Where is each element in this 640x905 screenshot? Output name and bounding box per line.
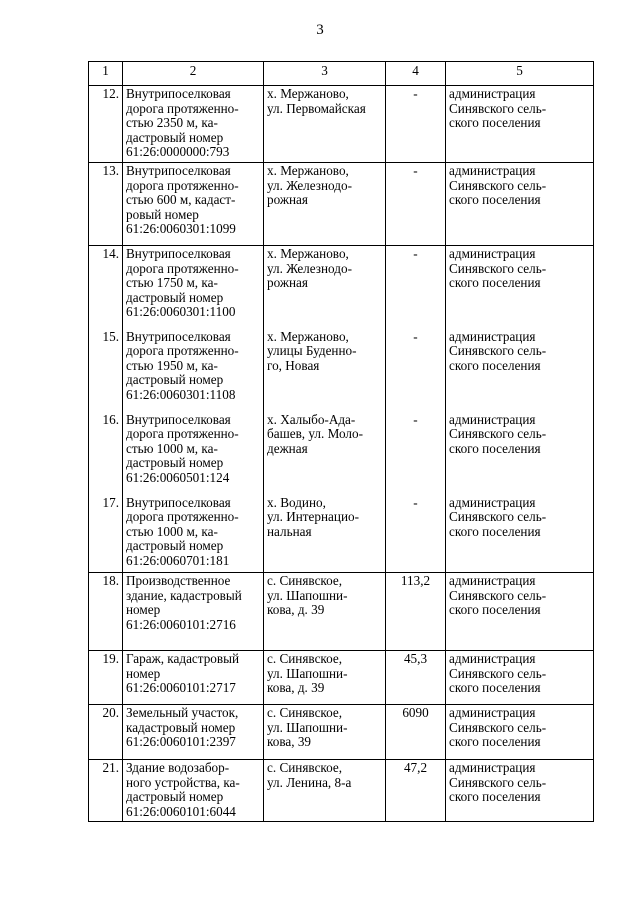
name-cell <box>123 760 264 822</box>
table-row <box>89 329 594 412</box>
address-line: рожная <box>267 192 308 208</box>
header-cell: 1 <box>89 62 123 86</box>
address-line: ул. Интернацио- <box>267 509 359 525</box>
holder-line: Синявского сель- <box>449 177 547 193</box>
address-line: ул. Железнодо- <box>267 260 352 276</box>
area-cell: - <box>386 412 446 495</box>
holder-line: Синявского сель- <box>449 587 547 603</box>
holder-cell <box>446 495 594 573</box>
address-line: х. Халыбо-Ада- <box>267 411 356 427</box>
row-number-cell: 17. <box>89 495 123 573</box>
table-row <box>89 705 594 760</box>
area-cell: 47,2 <box>386 760 446 822</box>
address-cell <box>264 573 386 651</box>
address-line: с. Синявское, <box>267 760 343 775</box>
name-cell <box>123 651 264 705</box>
name-cell <box>123 412 264 495</box>
address-line: ул. Шапошни- <box>267 719 348 735</box>
holder-line: администрация <box>449 411 536 427</box>
table-row <box>89 246 594 329</box>
table-row <box>89 495 594 573</box>
address-line: кова, д. 39 <box>267 680 325 696</box>
area-cell: - <box>386 163 446 246</box>
address-line: ул. Железнодо- <box>267 177 352 193</box>
name-line: стью 1000 м, ка- <box>126 440 218 456</box>
row-number-cell: 12. <box>89 86 123 163</box>
holder-line: администрация <box>449 86 536 101</box>
name-line: Производственное <box>126 573 231 588</box>
table-row <box>89 651 594 705</box>
address-line: нальная <box>267 523 312 539</box>
address-line: х. Мержаново, <box>267 246 349 261</box>
name-cell <box>123 495 264 573</box>
address-cell <box>264 760 386 822</box>
holder-line: ского поселения <box>449 440 541 456</box>
name-line: стью 1750 м, ка- <box>126 275 218 291</box>
row-number-cell: 21. <box>89 760 123 822</box>
holder-cell <box>446 760 594 822</box>
name-cell <box>123 163 264 246</box>
address-line: дежная <box>267 440 308 456</box>
header-cell: 5 <box>446 62 594 86</box>
name-line: Здание водозабор- <box>126 760 230 775</box>
address-cell <box>264 495 386 573</box>
address-cell <box>264 651 386 705</box>
name-line: стью 2350 м, ка- <box>126 115 218 131</box>
address-cell <box>264 705 386 760</box>
holder-line: ского поселения <box>449 192 541 208</box>
address-line: ул. Ленина, 8-а <box>267 774 352 790</box>
area-cell: 113,2 <box>386 573 446 651</box>
name-line: Внутрипоселковая <box>126 494 231 510</box>
holder-line: администрация <box>449 328 536 344</box>
name-line: дорога протяженно- <box>126 100 239 116</box>
name-line: дастровый номер <box>126 129 224 145</box>
table-row <box>89 760 594 822</box>
address-line: х. Мержаново, <box>267 163 349 178</box>
address-line: х. Мержаново, <box>267 86 349 101</box>
row-number-cell: 15. <box>89 329 123 412</box>
address-line: кова, 39 <box>267 734 312 750</box>
holder-cell <box>446 651 594 705</box>
area-cell: 45,3 <box>386 651 446 705</box>
holder-cell <box>446 705 594 760</box>
name-line: дорога протяженно- <box>126 177 239 193</box>
name-line: Земельный участок, <box>126 705 239 720</box>
name-line: 61:26:0060501:124 <box>126 469 230 485</box>
holder-line: ского поселения <box>449 115 541 131</box>
name-line: номер <box>126 665 161 681</box>
address-line: ул. Шапошни- <box>267 665 348 681</box>
holder-cell <box>446 412 594 495</box>
name-cell <box>123 705 264 760</box>
name-line: Внутрипоселковая <box>126 246 231 261</box>
address-line: х. Водино, <box>267 494 326 510</box>
area-cell: - <box>386 86 446 163</box>
name-line: стью 1950 м, ка- <box>126 357 218 373</box>
address-cell <box>264 412 386 495</box>
address-line: с. Синявское, <box>267 705 343 720</box>
address-line: с. Синявское, <box>267 573 343 588</box>
holder-line: Синявского сель- <box>449 719 547 735</box>
name-cell <box>123 329 264 412</box>
name-line: дастровый номер <box>126 289 224 305</box>
table-header-row <box>89 62 594 86</box>
name-line: ровый номер <box>126 206 199 222</box>
holder-line: Синявского сель- <box>449 100 547 116</box>
table-row <box>89 86 594 163</box>
holder-line: ского поселения <box>449 275 541 291</box>
holder-line: Синявского сель- <box>449 343 547 359</box>
address-line: башев, ул. Моло- <box>267 426 363 442</box>
address-line: ул. Шапошни- <box>267 587 348 603</box>
page-number: 3 <box>316 22 324 38</box>
name-line: стью 600 м, кадаст- <box>126 192 236 208</box>
name-line: Внутрипоселковая <box>126 163 231 178</box>
name-cell <box>123 573 264 651</box>
holder-line: администрация <box>449 651 536 666</box>
header-cell: 2 <box>123 62 264 86</box>
name-line: дастровый номер <box>126 538 224 554</box>
area-cell: - <box>386 495 446 573</box>
address-cell <box>264 329 386 412</box>
name-line: кадастровый номер <box>126 719 236 735</box>
area-cell: - <box>386 246 446 329</box>
holder-line: Синявского сель- <box>449 665 547 681</box>
address-cell <box>264 246 386 329</box>
name-line: дорога протяженно- <box>126 343 239 359</box>
name-line: 61:26:0060101:2716 <box>126 616 236 632</box>
holder-line: Синявского сель- <box>449 260 547 276</box>
name-line: Гараж, кадастровый <box>126 651 240 666</box>
table-row <box>89 412 594 495</box>
row-number-cell: 13. <box>89 163 123 246</box>
area-cell: 6090 <box>386 705 446 760</box>
holder-line: администрация <box>449 573 536 588</box>
name-cell <box>123 86 264 163</box>
holder-line: ского поселения <box>449 523 541 539</box>
name-cell <box>123 246 264 329</box>
header-cell: 4 <box>386 62 446 86</box>
name-line: номер <box>126 602 161 618</box>
area-cell: - <box>386 329 446 412</box>
name-line: 61:26:0000000:793 <box>126 144 230 160</box>
name-line: дорога протяженно- <box>126 426 239 442</box>
address-cell <box>264 163 386 246</box>
holder-cell <box>446 163 594 246</box>
name-line: 61:26:0060301:1099 <box>126 221 236 237</box>
holder-line: ского поселения <box>449 680 541 696</box>
row-number-cell: 14. <box>89 246 123 329</box>
row-number-cell: 19. <box>89 651 123 705</box>
name-line: Внутрипоселковая <box>126 411 231 427</box>
name-line: дорога протяженно- <box>126 260 239 276</box>
address-line: улицы Буденно- <box>267 343 357 359</box>
address-line: кова, д. 39 <box>267 602 325 618</box>
address-cell <box>264 86 386 163</box>
holder-line: администрация <box>449 760 536 775</box>
row-number-cell: 20. <box>89 705 123 760</box>
name-line: 61:26:0060301:1108 <box>126 386 236 402</box>
table-row <box>89 573 594 651</box>
name-line: дастровый номер <box>126 789 224 805</box>
header-cell: 3 <box>264 62 386 86</box>
holder-line: ского поселения <box>449 357 541 373</box>
holder-line: администрация <box>449 494 536 510</box>
name-line: Внутрипоселковая <box>126 328 231 344</box>
holder-cell <box>446 246 594 329</box>
holder-line: ского поселения <box>449 734 541 750</box>
holder-line: администрация <box>449 705 536 720</box>
property-table <box>88 61 594 822</box>
address-line: го, Новая <box>267 357 320 373</box>
name-line: Внутрипоселковая <box>126 86 231 101</box>
name-line: 61:26:0060101:6044 <box>126 803 236 819</box>
name-line: дастровый номер <box>126 455 224 471</box>
table-row <box>89 163 594 246</box>
name-line: дорога протяженно- <box>126 509 239 525</box>
name-line: дастровый номер <box>126 372 224 388</box>
name-line: стью 1000 м, ка- <box>126 523 218 539</box>
name-line: здание, кадастровый <box>126 587 242 603</box>
row-number-cell: 18. <box>89 573 123 651</box>
address-line: х. Мержаново, <box>267 328 349 344</box>
row-number-cell: 16. <box>89 412 123 495</box>
holder-line: Синявского сель- <box>449 774 547 790</box>
name-line: ного устройства, ка- <box>126 774 240 790</box>
holder-line: администрация <box>449 163 536 178</box>
holder-cell <box>446 573 594 651</box>
name-line: 61:26:0060301:1100 <box>126 304 236 320</box>
holder-line: ского поселения <box>449 602 541 618</box>
name-line: 61:26:0060701:181 <box>126 552 230 568</box>
address-line: рожная <box>267 275 308 291</box>
address-line: с. Синявское, <box>267 651 343 666</box>
holder-cell <box>446 329 594 412</box>
holder-line: администрация <box>449 246 536 261</box>
name-line: 61:26:0060101:2717 <box>126 680 236 696</box>
holder-line: Синявского сель- <box>449 509 547 525</box>
name-line: 61:26:0060101:2397 <box>126 734 236 750</box>
holder-line: Синявского сель- <box>449 426 547 442</box>
holder-line: ского поселения <box>449 789 541 805</box>
holder-cell <box>446 86 594 163</box>
address-line: ул. Первомайская <box>267 100 366 116</box>
